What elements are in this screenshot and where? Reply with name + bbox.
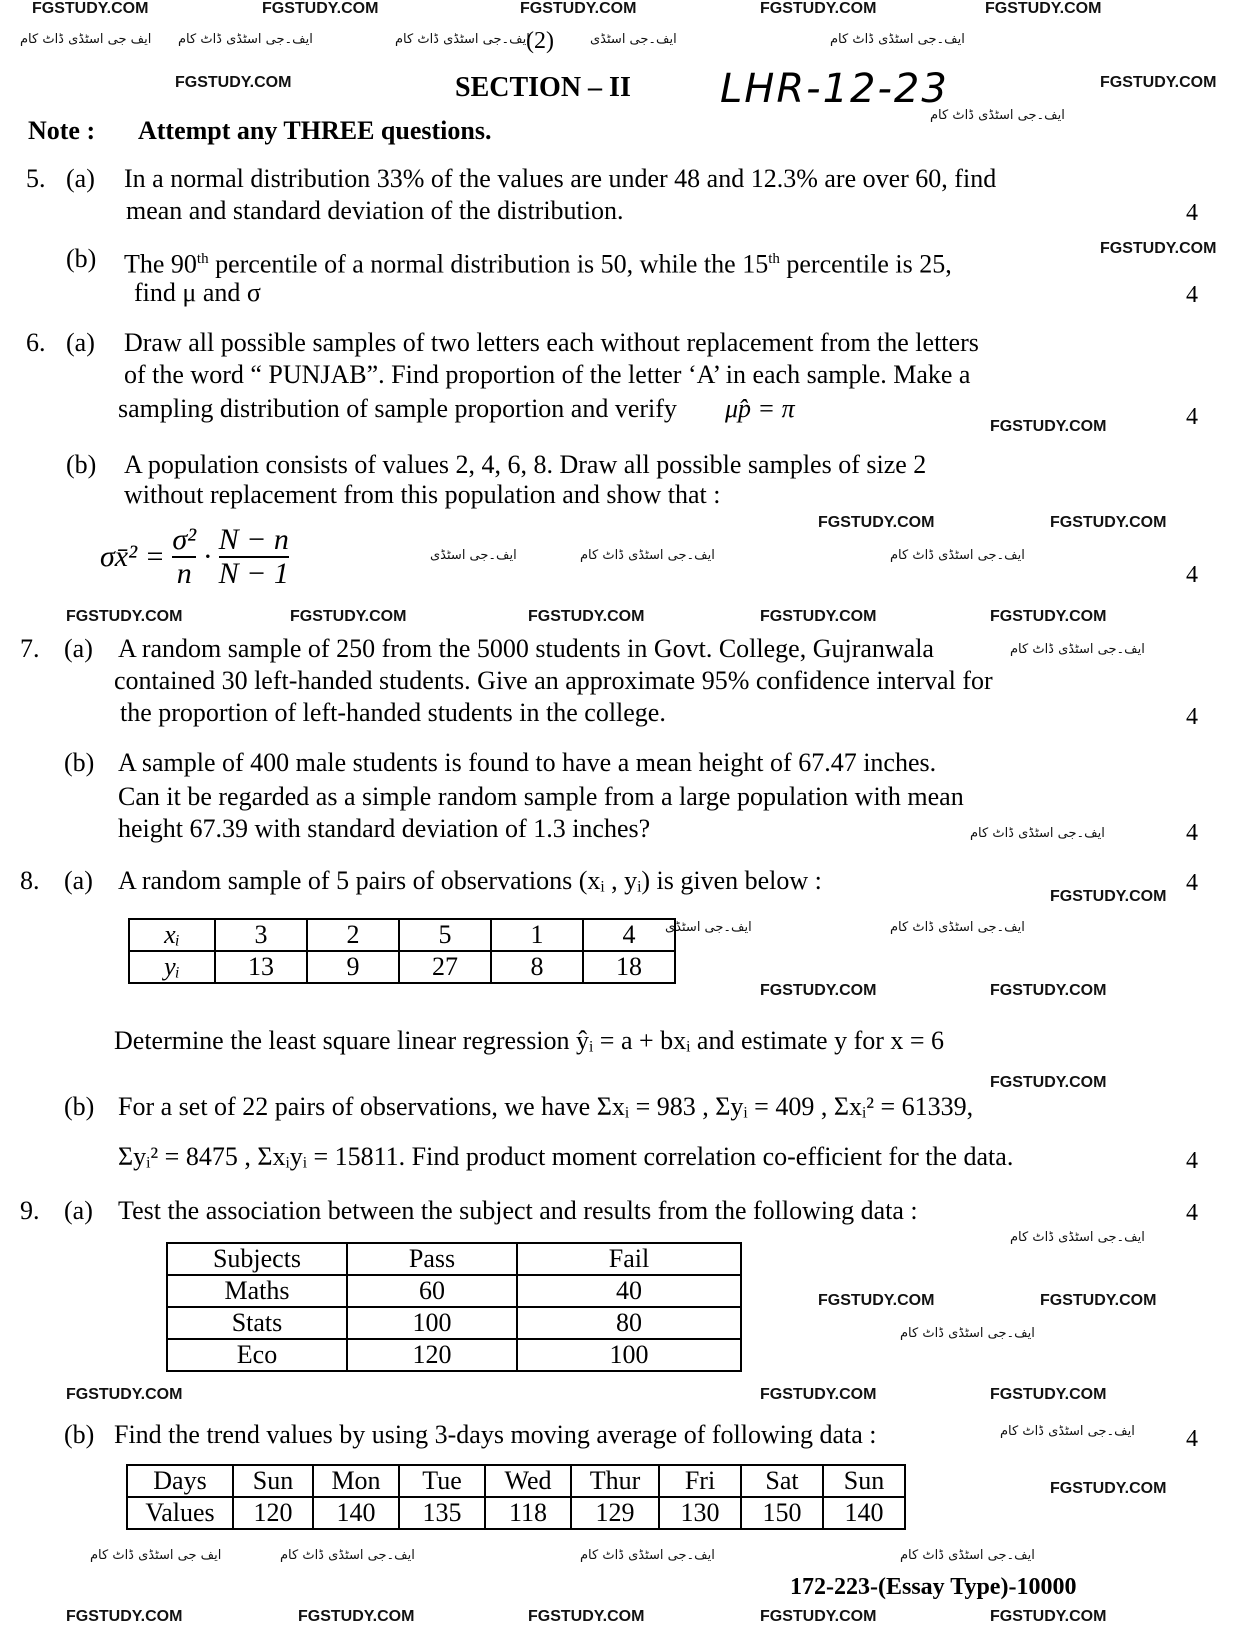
urdu-watermark: ایف جی اسٹڈی ڈاٹ کام	[90, 1548, 222, 1563]
question-text: In a normal distribution 33% of the values are under 48 and 12.3% are over 60, find	[124, 164, 997, 193]
table-cell: Maths	[167, 1275, 347, 1307]
watermark: FGSTUDY.COM	[990, 1074, 1107, 1091]
table-cell: 80	[517, 1307, 741, 1339]
question-text: A population consists of values 2, 4, 6, 8. Draw all possible samples of size 2	[124, 450, 927, 479]
table-cell: 18	[583, 951, 675, 983]
section-title: SECTION – II	[455, 72, 631, 103]
question-text: Find the trend values by using 3-days moving average of following data :	[114, 1420, 877, 1449]
part-label: (a)	[64, 1196, 93, 1225]
table-cell: Sun	[233, 1465, 313, 1497]
table-cell: 100	[347, 1307, 517, 1339]
table-row	[129, 919, 675, 951]
question-number: 7.	[20, 634, 40, 663]
urdu-watermark: ایف۔جی اسٹڈی ڈاٹ کام	[890, 548, 1025, 563]
question-number: 6.	[26, 328, 46, 357]
marks: 4	[1186, 282, 1198, 308]
table-cell: Stats	[167, 1307, 347, 1339]
watermark: FGSTUDY.COM	[1050, 514, 1167, 531]
question-text: The 90th percentile of a normal distribution is 50, while the 15th percentile is 25,	[124, 249, 952, 279]
watermark: FGSTUDY.COM	[990, 608, 1107, 625]
watermark: FGSTUDY.COM	[985, 0, 1102, 17]
table-cell: 130	[659, 1497, 741, 1529]
watermark: FGSTUDY.COM	[760, 1386, 877, 1403]
table-cell: Values	[127, 1497, 233, 1529]
page-number: (2)	[526, 28, 554, 54]
question-text: the proportion of left-handed students in the college.	[120, 698, 666, 727]
urdu-watermark: ایف۔جی اسٹڈی ڈاٹ کام	[1010, 1230, 1145, 1245]
question-text: Draw all possible samples of two letters each without replacement from the letters	[124, 328, 979, 357]
urdu-watermark: ایف۔جی اسٹڈی ڈاٹ کام	[280, 1548, 415, 1563]
table-row	[167, 1339, 741, 1371]
table-cell: 8	[491, 951, 583, 983]
watermark: FGSTUDY.COM	[66, 608, 183, 625]
watermark: FGSTUDY.COM	[990, 982, 1107, 999]
question-text: without replacement from this population and show that :	[124, 480, 721, 509]
table-row	[129, 951, 675, 983]
table-cell: 9	[307, 951, 399, 983]
marks: 4	[1186, 1148, 1198, 1174]
urdu-watermark: ایف۔جی اسٹڈی	[665, 920, 752, 935]
note-label: Note :	[28, 116, 96, 145]
urdu-watermark: ایف۔جی اسٹڈی ڈاٹ کام	[970, 826, 1105, 841]
question-text: Test the association between the subject and results from the following data :	[118, 1196, 918, 1225]
table-cell: 140	[823, 1497, 905, 1529]
watermark: FGSTUDY.COM	[1050, 1480, 1167, 1497]
table-row	[127, 1465, 905, 1497]
question-text: mean and standard deviation of the distribution.	[126, 196, 624, 225]
question-text: For a set of 22 pairs of observations, we have Σxᵢ = 983 , Σyᵢ = 409 , Σxᵢ² = 61339,	[118, 1092, 974, 1121]
question-number: 9.	[20, 1196, 40, 1225]
urdu-watermark: ایف۔جی اسٹڈی	[430, 548, 517, 563]
watermark: FGSTUDY.COM	[528, 1608, 645, 1625]
watermark: FGSTUDY.COM	[66, 1386, 183, 1403]
table-cell: Wed	[485, 1465, 571, 1497]
watermark: FGSTUDY.COM	[32, 0, 149, 17]
marks: 4	[1186, 1426, 1198, 1452]
table-cell: 27	[399, 951, 491, 983]
note-text: Attempt any THREE questions.	[138, 116, 492, 145]
table-cell: 60	[347, 1275, 517, 1307]
question-text: A random sample of 5 pairs of observations (xᵢ , yᵢ) is given below :	[118, 866, 822, 895]
urdu-watermark: ایف۔جی اسٹڈی ڈاٹ کام	[1000, 1424, 1135, 1439]
table-header-cell: Pass	[347, 1243, 517, 1275]
table-cell: 140	[313, 1497, 399, 1529]
watermark: FGSTUDY.COM	[528, 608, 645, 625]
variance-formula: σx̄² = $\frac{\text{σ²}}{n}$ · $\frac{N - n}{N - 1}$	[100, 523, 289, 590]
marks: 4	[1186, 820, 1198, 846]
table-cell: Fri	[659, 1465, 741, 1497]
watermark: FGSTUDY.COM	[760, 1608, 877, 1625]
association-table	[166, 1242, 742, 1372]
table-header-cell: Fail	[517, 1243, 741, 1275]
urdu-watermark: ایف۔جی اسٹڈی ڈاٹ کام	[900, 1326, 1035, 1341]
watermark: FGSTUDY.COM	[66, 1608, 183, 1625]
watermark: FGSTUDY.COM	[1040, 1292, 1157, 1309]
watermark: FGSTUDY.COM	[175, 74, 292, 91]
watermark: FGSTUDY.COM	[818, 1292, 935, 1309]
table-cell: 40	[517, 1275, 741, 1307]
table-row	[167, 1307, 741, 1339]
urdu-watermark: ایف جی اسٹڈی ڈاٹ کام	[20, 32, 152, 47]
urdu-watermark: ایف۔جی اسٹڈی ڈاٹ کام	[930, 108, 1065, 123]
question-text: Determine the least square linear regression ŷᵢ = a + bxᵢ and estimate y for x = 6	[114, 1026, 945, 1055]
watermark: FGSTUDY.COM	[262, 0, 379, 17]
part-label: (a)	[66, 164, 95, 193]
urdu-watermark: ایف۔جی اسٹڈی ڈاٹ کام	[890, 920, 1025, 935]
watermark: FGSTUDY.COM	[818, 514, 935, 531]
watermark: FGSTUDY.COM	[1050, 888, 1167, 905]
urdu-watermark: ایف۔جی اسٹڈی ڈاٹ کام	[900, 1548, 1035, 1563]
watermark: FGSTUDY.COM	[1100, 74, 1217, 91]
table-cell: 2	[307, 919, 399, 951]
urdu-watermark: ایف۔جی اسٹڈی ڈاٹ کام	[395, 32, 530, 47]
part-label: (b)	[66, 244, 97, 273]
watermark: FGSTUDY.COM	[990, 1386, 1107, 1403]
marks: 4	[1186, 870, 1198, 896]
table-cell: 13	[215, 951, 307, 983]
marks: 4	[1186, 404, 1198, 430]
table-cell: 100	[517, 1339, 741, 1371]
urdu-watermark: ایف۔جی اسٹڈی ڈاٹ کام	[580, 1548, 715, 1563]
watermark: FGSTUDY.COM	[298, 1608, 415, 1625]
question-text: find μ and σ	[134, 278, 261, 307]
question-text: sampling distribution of sample proportion and verify	[118, 394, 677, 423]
marks: 4	[1186, 1200, 1198, 1226]
table-row	[127, 1497, 905, 1529]
table-cell: Tue	[399, 1465, 485, 1497]
marks: 4	[1186, 200, 1198, 226]
table-cell: yᵢ	[129, 951, 215, 983]
table-cell: xᵢ	[129, 919, 215, 951]
table-cell: 118	[485, 1497, 571, 1529]
table-header-cell: Subjects	[167, 1243, 347, 1275]
handwritten-mark: LHR-12-23	[720, 66, 949, 112]
paper-code: 172-223-(Essay Type)-10000	[790, 1574, 1077, 1600]
table-cell: Eco	[167, 1339, 347, 1371]
part-label: (a)	[64, 866, 93, 895]
table-cell: 129	[571, 1497, 659, 1529]
part-label: (b)	[66, 450, 97, 479]
watermark: FGSTUDY.COM	[990, 1608, 1107, 1625]
urdu-watermark: ایف۔جی اسٹڈی ڈاٹ کام	[830, 32, 965, 47]
question-text: of the word “ PUNJAB”. Find proportion of the letter ‘A’ in each sample. Make a	[124, 360, 971, 389]
table-cell: 4	[583, 919, 675, 951]
table-cell: Sun	[823, 1465, 905, 1497]
formula: μp̂ = π	[725, 394, 795, 423]
watermark: FGSTUDY.COM	[760, 0, 877, 17]
urdu-watermark: ایف۔جی اسٹڈی ڈاٹ کام	[1010, 642, 1145, 657]
part-label: (b)	[64, 748, 95, 777]
marks: 4	[1186, 562, 1198, 588]
watermark: FGSTUDY.COM	[760, 608, 877, 625]
table-cell: 5	[399, 919, 491, 951]
part-label: (a)	[64, 634, 93, 663]
watermark: FGSTUDY.COM	[290, 608, 407, 625]
urdu-watermark: ایف۔جی اسٹڈی	[590, 32, 677, 47]
table-cell: 1	[491, 919, 583, 951]
question-number: 5.	[26, 164, 46, 193]
watermark: FGSTUDY.COM	[1100, 240, 1217, 257]
question-text: height 67.39 with standard deviation of 1.3 inches?	[118, 814, 651, 843]
watermark: FGSTUDY.COM	[760, 982, 877, 999]
table-cell: Sat	[741, 1465, 823, 1497]
table-cell: Days	[127, 1465, 233, 1497]
table-cell: 135	[399, 1497, 485, 1529]
question-number: 8.	[20, 866, 40, 895]
table-cell: 120	[347, 1339, 517, 1371]
part-label: (b)	[64, 1420, 95, 1449]
trend-table	[126, 1464, 906, 1530]
question-text: Can it be regarded as a simple random sample from a large population with mean	[118, 782, 964, 811]
watermark: FGSTUDY.COM	[990, 418, 1107, 435]
table-row	[167, 1243, 741, 1275]
table-cell: 120	[233, 1497, 313, 1529]
question-text: A sample of 400 male students is found to have a mean height of 67.47 inches.	[118, 748, 937, 777]
question-text: Σyᵢ² = 8475 , Σxᵢyᵢ = 15811. Find product moment correlation co-efficient for the data.	[118, 1142, 1014, 1171]
observations-table	[128, 918, 676, 984]
watermark: FGSTUDY.COM	[520, 0, 637, 17]
table-cell: Mon	[313, 1465, 399, 1497]
table-cell: 150	[741, 1497, 823, 1529]
table-row	[167, 1275, 741, 1307]
question-text: A random sample of 250 from the 5000 students in Govt. College, Gujranwala	[118, 634, 934, 663]
table-cell: 3	[215, 919, 307, 951]
table-cell: Thur	[571, 1465, 659, 1497]
marks: 4	[1186, 704, 1198, 730]
question-text: contained 30 left-handed students. Give an approximate 95% confidence interval for	[114, 666, 993, 695]
part-label: (b)	[64, 1092, 95, 1121]
urdu-watermark: ایف۔جی اسٹڈی ڈاٹ کام	[580, 548, 715, 563]
part-label: (a)	[66, 328, 95, 357]
urdu-watermark: ایف۔جی اسٹڈی ڈاٹ کام	[178, 32, 313, 47]
